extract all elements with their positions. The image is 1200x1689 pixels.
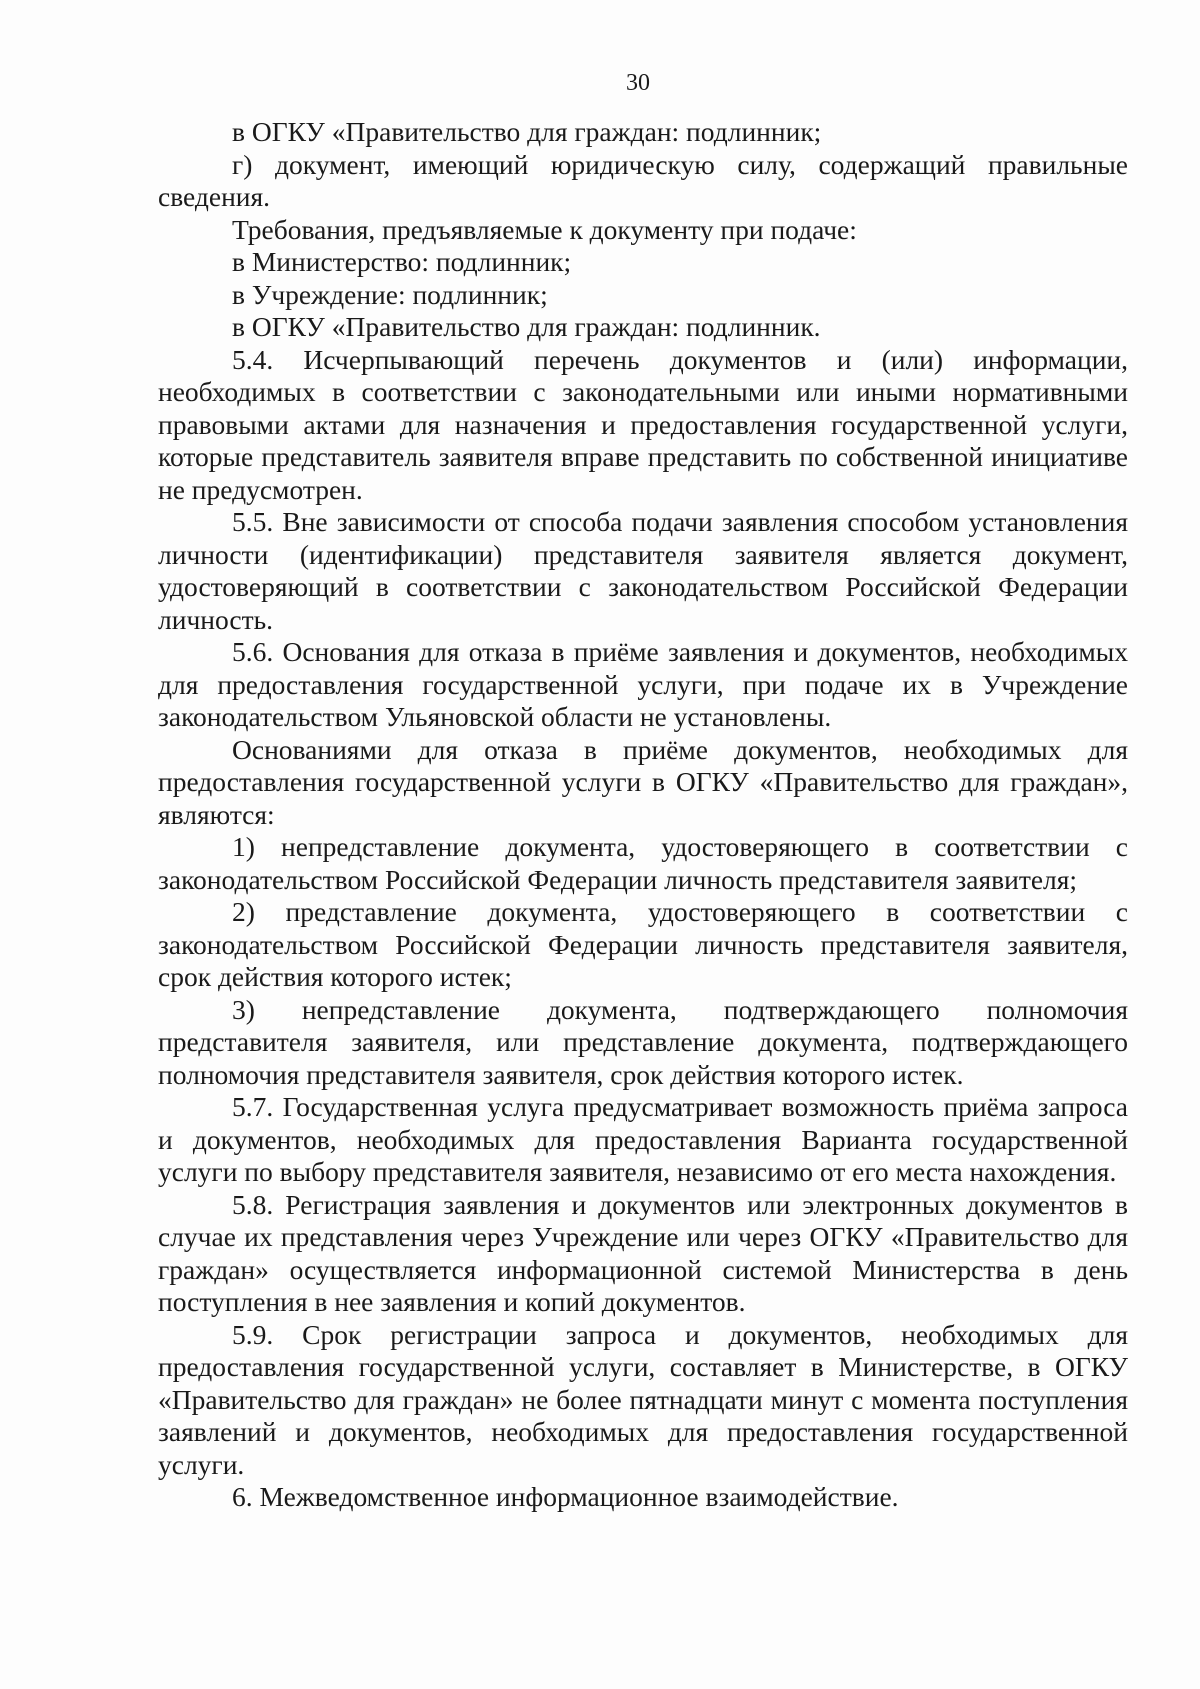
paragraph-5-8: 5.8. Регистрация заявления и документов или электронных документов в случае их представления через Учреждение или через ОГКУ «Правительство для граждан» осуществляется информационной системой Министерства в день поступления в нее заявления и копий документов.: [158, 1188, 1128, 1317]
paragraph: Основаниями для отказа в приёме документов, необходимых для предоставления государственной услуги в ОГКУ «Правительство для граждан», являются:: [158, 733, 1128, 830]
paragraph-5-5: 5.5. Вне зависимости от способа подачи заявления способом установления личности (идентификации) представителя заявителя является документ, удостоверяющий в соответствии с законодательством Российской Федерации личность.: [158, 506, 1128, 635]
paragraph-5-7: 5.7. Государственная услуга предусматривает возможность приёма запроса и документов, необходимых для предоставления Варианта государственной услуги по выбору представителя заявителя, независимо от его места нахождения.: [158, 1091, 1128, 1187]
paragraph: в ОГКУ «Правительство для граждан: подлинник;: [232, 116, 822, 147]
section-heading-6: 6. Межведомственное информационное взаимодействие.: [232, 1481, 899, 1512]
list-item: 1) непредставление документа, удостоверяющего в соответствии с законодательством Российской Федерации личность представителя заявителя;: [158, 831, 1128, 895]
paragraph: г) документ, имеющий юридическую силу, содержащий правильные сведения.: [158, 148, 1128, 212]
paragraph-5-9: 5.9. Срок регистрации запроса и документов, необходимых для предоставления государственной услуги, составляет в Министерстве, в ОГКУ «Правительство для граждан» не более пятнадцати минут с момента поступления заявлений и документов, необходимых для предоставления государственной услуги.: [158, 1318, 1128, 1480]
paragraph-5-6: 5.6. Основания для отказа в приёме заявления и документов, необходимых для предоставления государственной услуги, при подаче их в Учреждение законодательством Ульяновской области не установлены.: [158, 636, 1128, 732]
paragraph: в ОГКУ «Правительство для граждан: подлинник.: [232, 311, 821, 342]
paragraph: Требования, предъявляемые к документу при подаче:: [232, 213, 857, 245]
list-item: 3) непредставление документа, подтверждающего полномочия представителя заявителя, или представление документа, подтверждающего полномочия представителя заявителя, срок действия которого истек.: [158, 993, 1128, 1090]
list-item: 2) представление документа, удостоверяющего в соответствии с законодательством Российской Федерации личность представителя заявителя, срок действия которого истек;: [158, 896, 1128, 992]
paragraph: в Министерство: подлинник;: [232, 246, 572, 277]
page-number: 30: [626, 70, 650, 96]
paragraph: в Учреждение: подлинник;: [232, 278, 548, 310]
document-body: [158, 116, 1128, 1514]
paragraph-5-4: 5.4. Исчерпывающий перечень документов и (или) информации, необходимых в соответствии с законодательными или иными нормативными правовыми актами для назначения и предоставления государственной услуги, которые представитель заявителя вправе представить по собственной инициативе не предусмотрен.: [158, 343, 1128, 505]
